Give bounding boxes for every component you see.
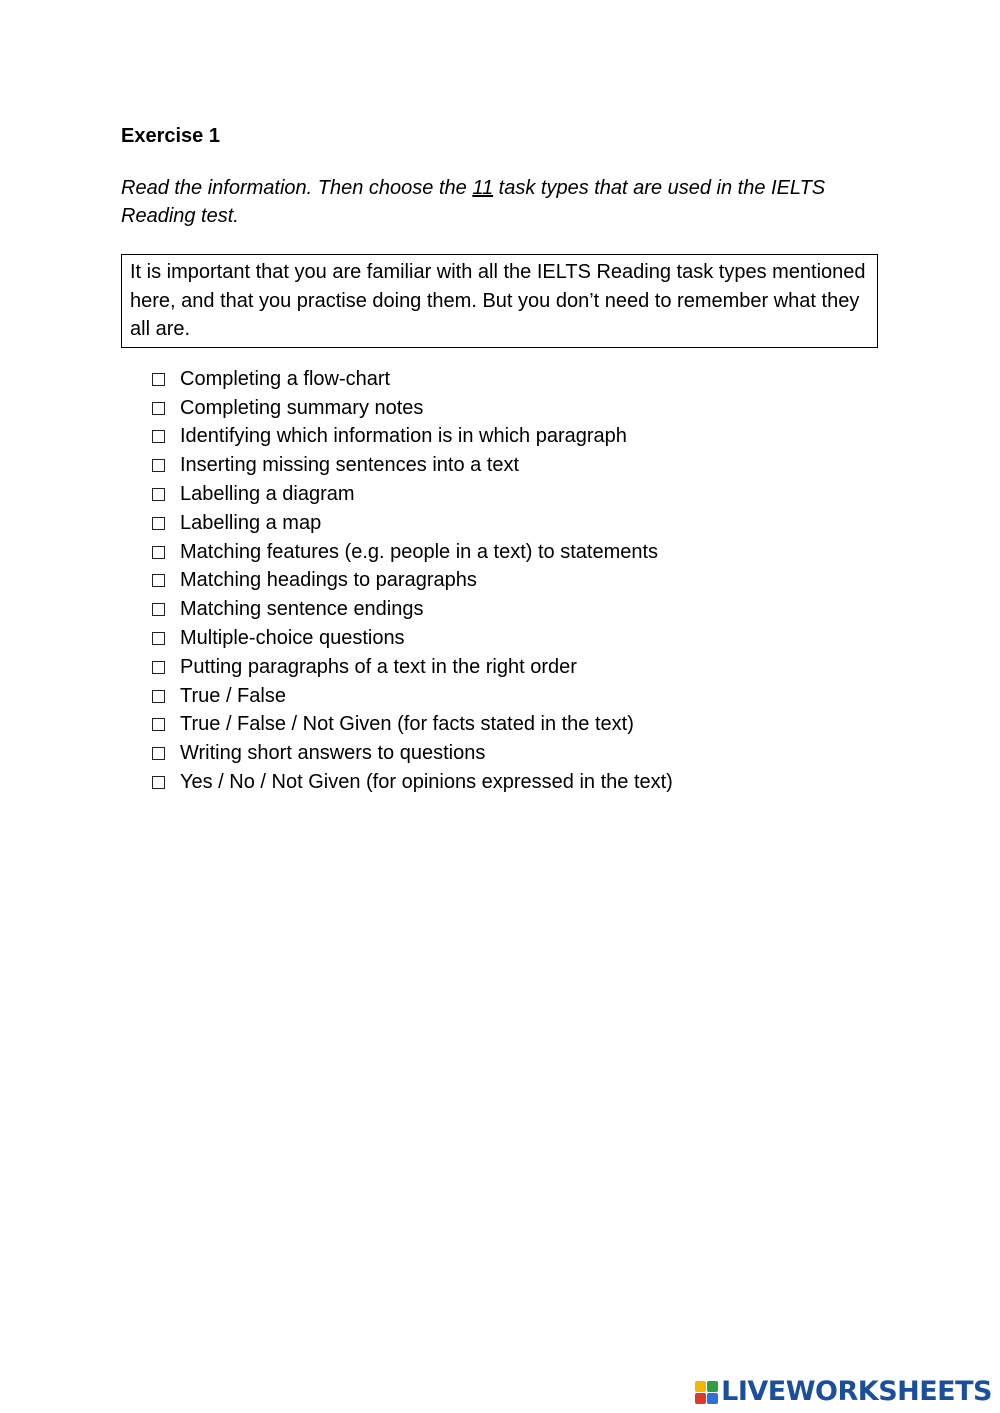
exercise-title: Exercise 1 (121, 125, 220, 147)
option-label: Identifying which information is in which paragraph (180, 425, 627, 448)
checkbox[interactable] (152, 488, 165, 501)
checkbox[interactable] (152, 690, 165, 703)
liveworksheets-logo (695, 1377, 992, 1407)
checkbox[interactable] (152, 574, 165, 587)
list-item (152, 394, 673, 423)
list-item (152, 595, 673, 624)
instructions-number: 11 (472, 177, 494, 199)
option-label: Matching sentence endings (180, 598, 424, 621)
info-box: It is important that you are familiar with all the IELTS Reading task types mentioned here, and that you practise doing them. But you don’t need to remember what they all are. (121, 254, 878, 348)
checkbox[interactable] (152, 546, 165, 559)
list-item (152, 711, 673, 740)
checkbox[interactable] (152, 402, 165, 415)
list-item (152, 768, 673, 797)
option-label: True / False / Not Given (for facts stated in the text) (180, 713, 634, 736)
list-item (152, 509, 673, 538)
instructions-text-end: task types that are used in the IELTS Reading test. (121, 177, 826, 227)
option-label: Labelling a map (180, 511, 322, 534)
logo-text: LIVEWORKSHEETS (721, 1376, 992, 1407)
checkbox[interactable] (152, 459, 165, 472)
option-label: Multiple-choice questions (180, 627, 405, 650)
checkbox[interactable] (152, 430, 165, 443)
checkbox[interactable] (152, 603, 165, 616)
list-item (152, 451, 673, 480)
option-label: Matching features (e.g. people in a text) to statements (180, 540, 659, 563)
instructions-text-start: Read the information. Then choose the (121, 177, 473, 199)
list-item (152, 682, 673, 711)
option-label: Writing short answers to questions (180, 742, 486, 765)
task-type-checklist (152, 365, 673, 797)
logo-mark-cell (707, 1381, 718, 1392)
list-item (152, 423, 673, 452)
option-label: Inserting missing sentences into a text (180, 454, 520, 477)
checkbox[interactable] (152, 517, 165, 530)
option-label: True / False (180, 684, 286, 707)
list-item (152, 480, 673, 509)
checkbox[interactable] (152, 373, 165, 386)
checkbox[interactable] (152, 718, 165, 731)
option-label: Completing a flow-chart (180, 367, 391, 390)
option-label: Putting paragraphs of a text in the right order (180, 655, 577, 678)
list-item (152, 739, 673, 768)
logo-mark-cell (707, 1393, 718, 1404)
checkbox[interactable] (152, 632, 165, 645)
checkbox[interactable] (152, 661, 165, 674)
logo-mark-cell (695, 1393, 706, 1404)
checkbox[interactable] (152, 747, 165, 760)
list-item (152, 538, 673, 567)
checkbox[interactable] (152, 776, 165, 789)
exercise-instructions (121, 174, 891, 230)
option-label: Labelling a diagram (180, 483, 355, 506)
logo-mark-cell (695, 1381, 706, 1392)
list-item (152, 653, 673, 682)
liveworksheets-logo-icon (695, 1381, 718, 1404)
list-item (152, 567, 673, 596)
list-item (152, 624, 673, 653)
option-label: Completing summary notes (180, 396, 424, 419)
list-item (152, 365, 673, 394)
option-label: Yes / No / Not Given (for opinions expressed in the text) (180, 771, 673, 794)
option-label: Matching headings to paragraphs (180, 569, 477, 592)
